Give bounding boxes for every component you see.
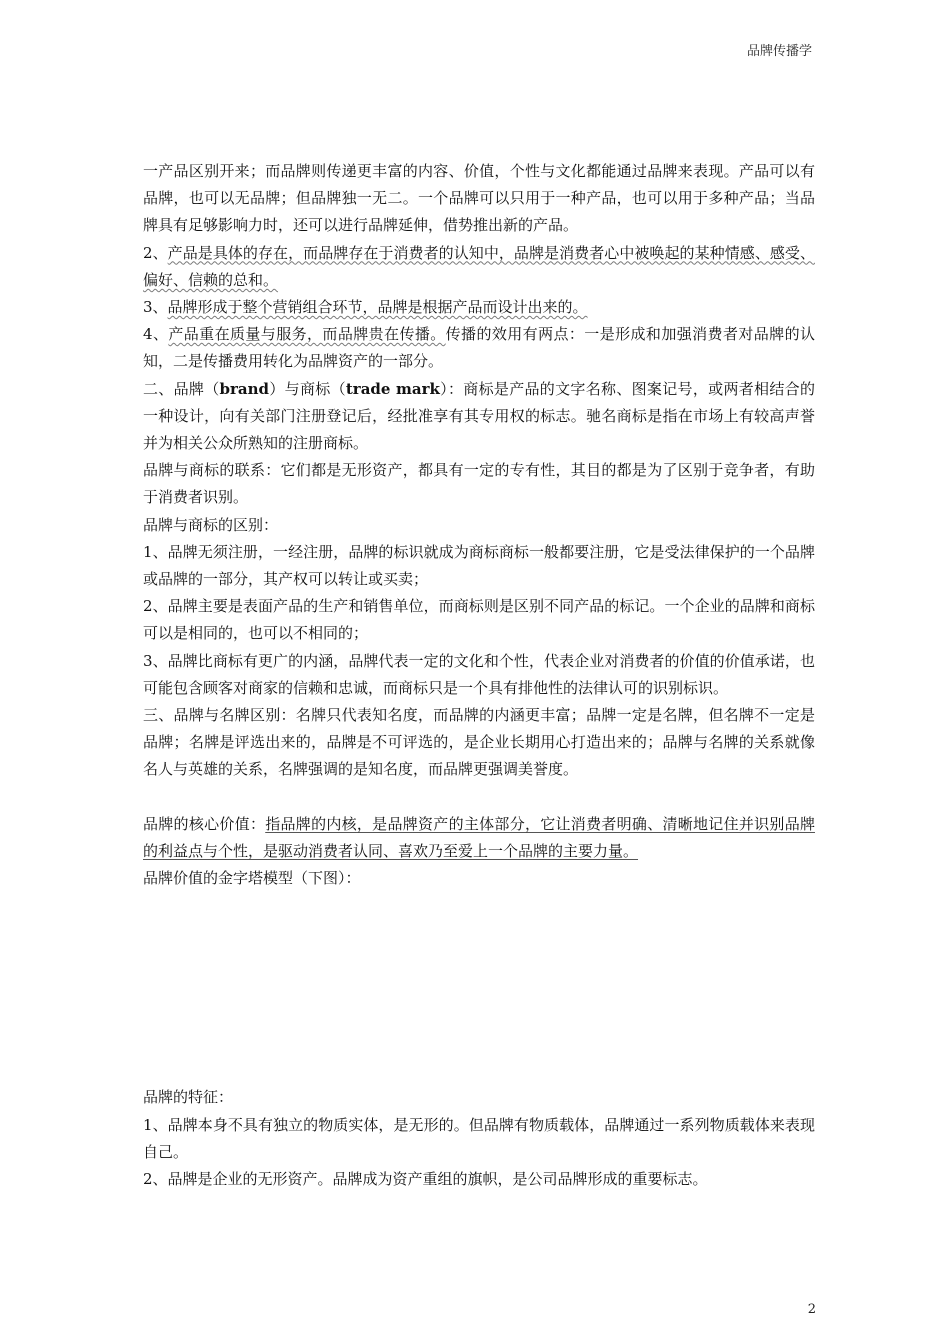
paragraph: 品牌的特征： <box>143 1088 234 1107</box>
paragraph: 品牌价值的金字塔模型（下图）： <box>143 869 361 888</box>
list-number: 4、 <box>143 325 169 344</box>
page-number: 2 <box>807 1302 816 1317</box>
paragraph <box>143 294 815 321</box>
list-number: 2、 <box>143 243 168 262</box>
paragraph: 1、品牌本身不具有独立的物质实体，是无形的。但品牌有物质载体，品牌通过一系列物质载体来表现自己。 <box>143 1115 815 1161</box>
paragraph: 1、品牌无须注册，一经注册，品牌的标识就成为商标商标一般都要注册，它是受法律保护的一个品牌或品牌的一部分，其产权可以转让或买卖； <box>143 542 815 589</box>
paragraph-text: 二、品牌（ <box>143 379 220 398</box>
paragraph-text: 传播的效用有两点：一是形成和加强消费者对品牌的认知，二是传播费用转化为品牌资产的一部分。 <box>143 325 815 371</box>
paragraph: 一产品区别开来；而品牌则传递更丰富的内容、价值，个性与文化都能通过品牌来表现。产品可以有品牌，也可以无品牌；但品牌独一无二。一个品牌可以只用于一种产品，也可以用于多种产品；当品牌具有足够影响力时，还可以进行品牌延伸，借势推出新的产品。 <box>143 162 815 235</box>
paragraph: 品牌与商标的联系：它们都是无形资产，都具有一定的专有性，其目的都是为了区别于竞争者，有助于消费者识别。 <box>143 461 815 507</box>
paragraph: 2、品牌是企业的无形资产。品牌成为资产重组的旗帜，是公司品牌形成的重要标志。 <box>143 1170 708 1189</box>
page-header: 品牌传播学 <box>746 44 812 59</box>
paragraph <box>143 376 815 458</box>
paragraph-text: ）：商标是产品的文字名称、图案记号，或两者相结合的一种设计，向有关部门注册登记后，经批准享有其专用权的标志。驰名商标是指在市场上有较高声誉并为相关公众所熟知的注册商标。 <box>143 379 815 453</box>
document-body <box>143 158 815 1193</box>
underlined-text: 产品重在质量与服务，而品牌贵在传播。 <box>168 325 446 344</box>
figure-placeholder <box>143 892 815 1084</box>
paragraph: 品牌与商标的区别： <box>143 515 279 534</box>
paragraph: 2、品牌主要是表面产品的生产和销售单位，而商标则是区别不同产品的标记。一个企业的品牌和商标可以是相同的，也可以不相同的； <box>143 597 815 643</box>
paragraph-text: ）与商标（ <box>269 379 346 398</box>
blank-line <box>143 784 815 811</box>
paragraph-label: 品牌的核心价值： <box>143 814 266 833</box>
bold-term-trademark: trade mark <box>345 379 440 398</box>
paragraph: 三、品牌与名牌区别：名牌只代表知名度，而品牌的内涵更丰富；品牌一定是名牌，但名牌不一定是品牌；名牌是评选出来的，品牌是不可评选的，是企业长期用心打造出来的；品牌与名牌的关系就像名人与英雄的关系，名牌强调的是知名度，而品牌更强调美誉度。 <box>143 706 815 779</box>
underlined-text: 指品牌的内核，是品牌资产的主体部分，它让消费者明确、清晰地记住并识别品牌的利益点与个性，是驱动消费者认同、喜欢乃至爱上一个品牌的主要力量。 <box>143 814 815 861</box>
underlined-text: 产品是具体的存在，而品牌存在于消费者的认知中，品牌是消费者心中被唤起的某种情感、感受、偏好、信赖的总和。 <box>143 243 815 289</box>
paragraph: 3、品牌比商标有更广的内涵，品牌代表一定的文化和个性，代表企业对消费者的价值的价值承诺，也可能包含顾客对商家的信赖和忠诚，而商标只是一个具有排他性的法律认可的识别标识。 <box>143 651 815 697</box>
paragraph <box>143 240 815 294</box>
paragraph <box>143 811 815 865</box>
underlined-text: 品牌形成于整个营销组合环节，品牌是根据产品而设计出来的。 <box>167 298 588 317</box>
paragraph <box>143 321 815 375</box>
bold-term-brand: brand <box>219 379 270 398</box>
list-number: 3、 <box>143 298 168 317</box>
